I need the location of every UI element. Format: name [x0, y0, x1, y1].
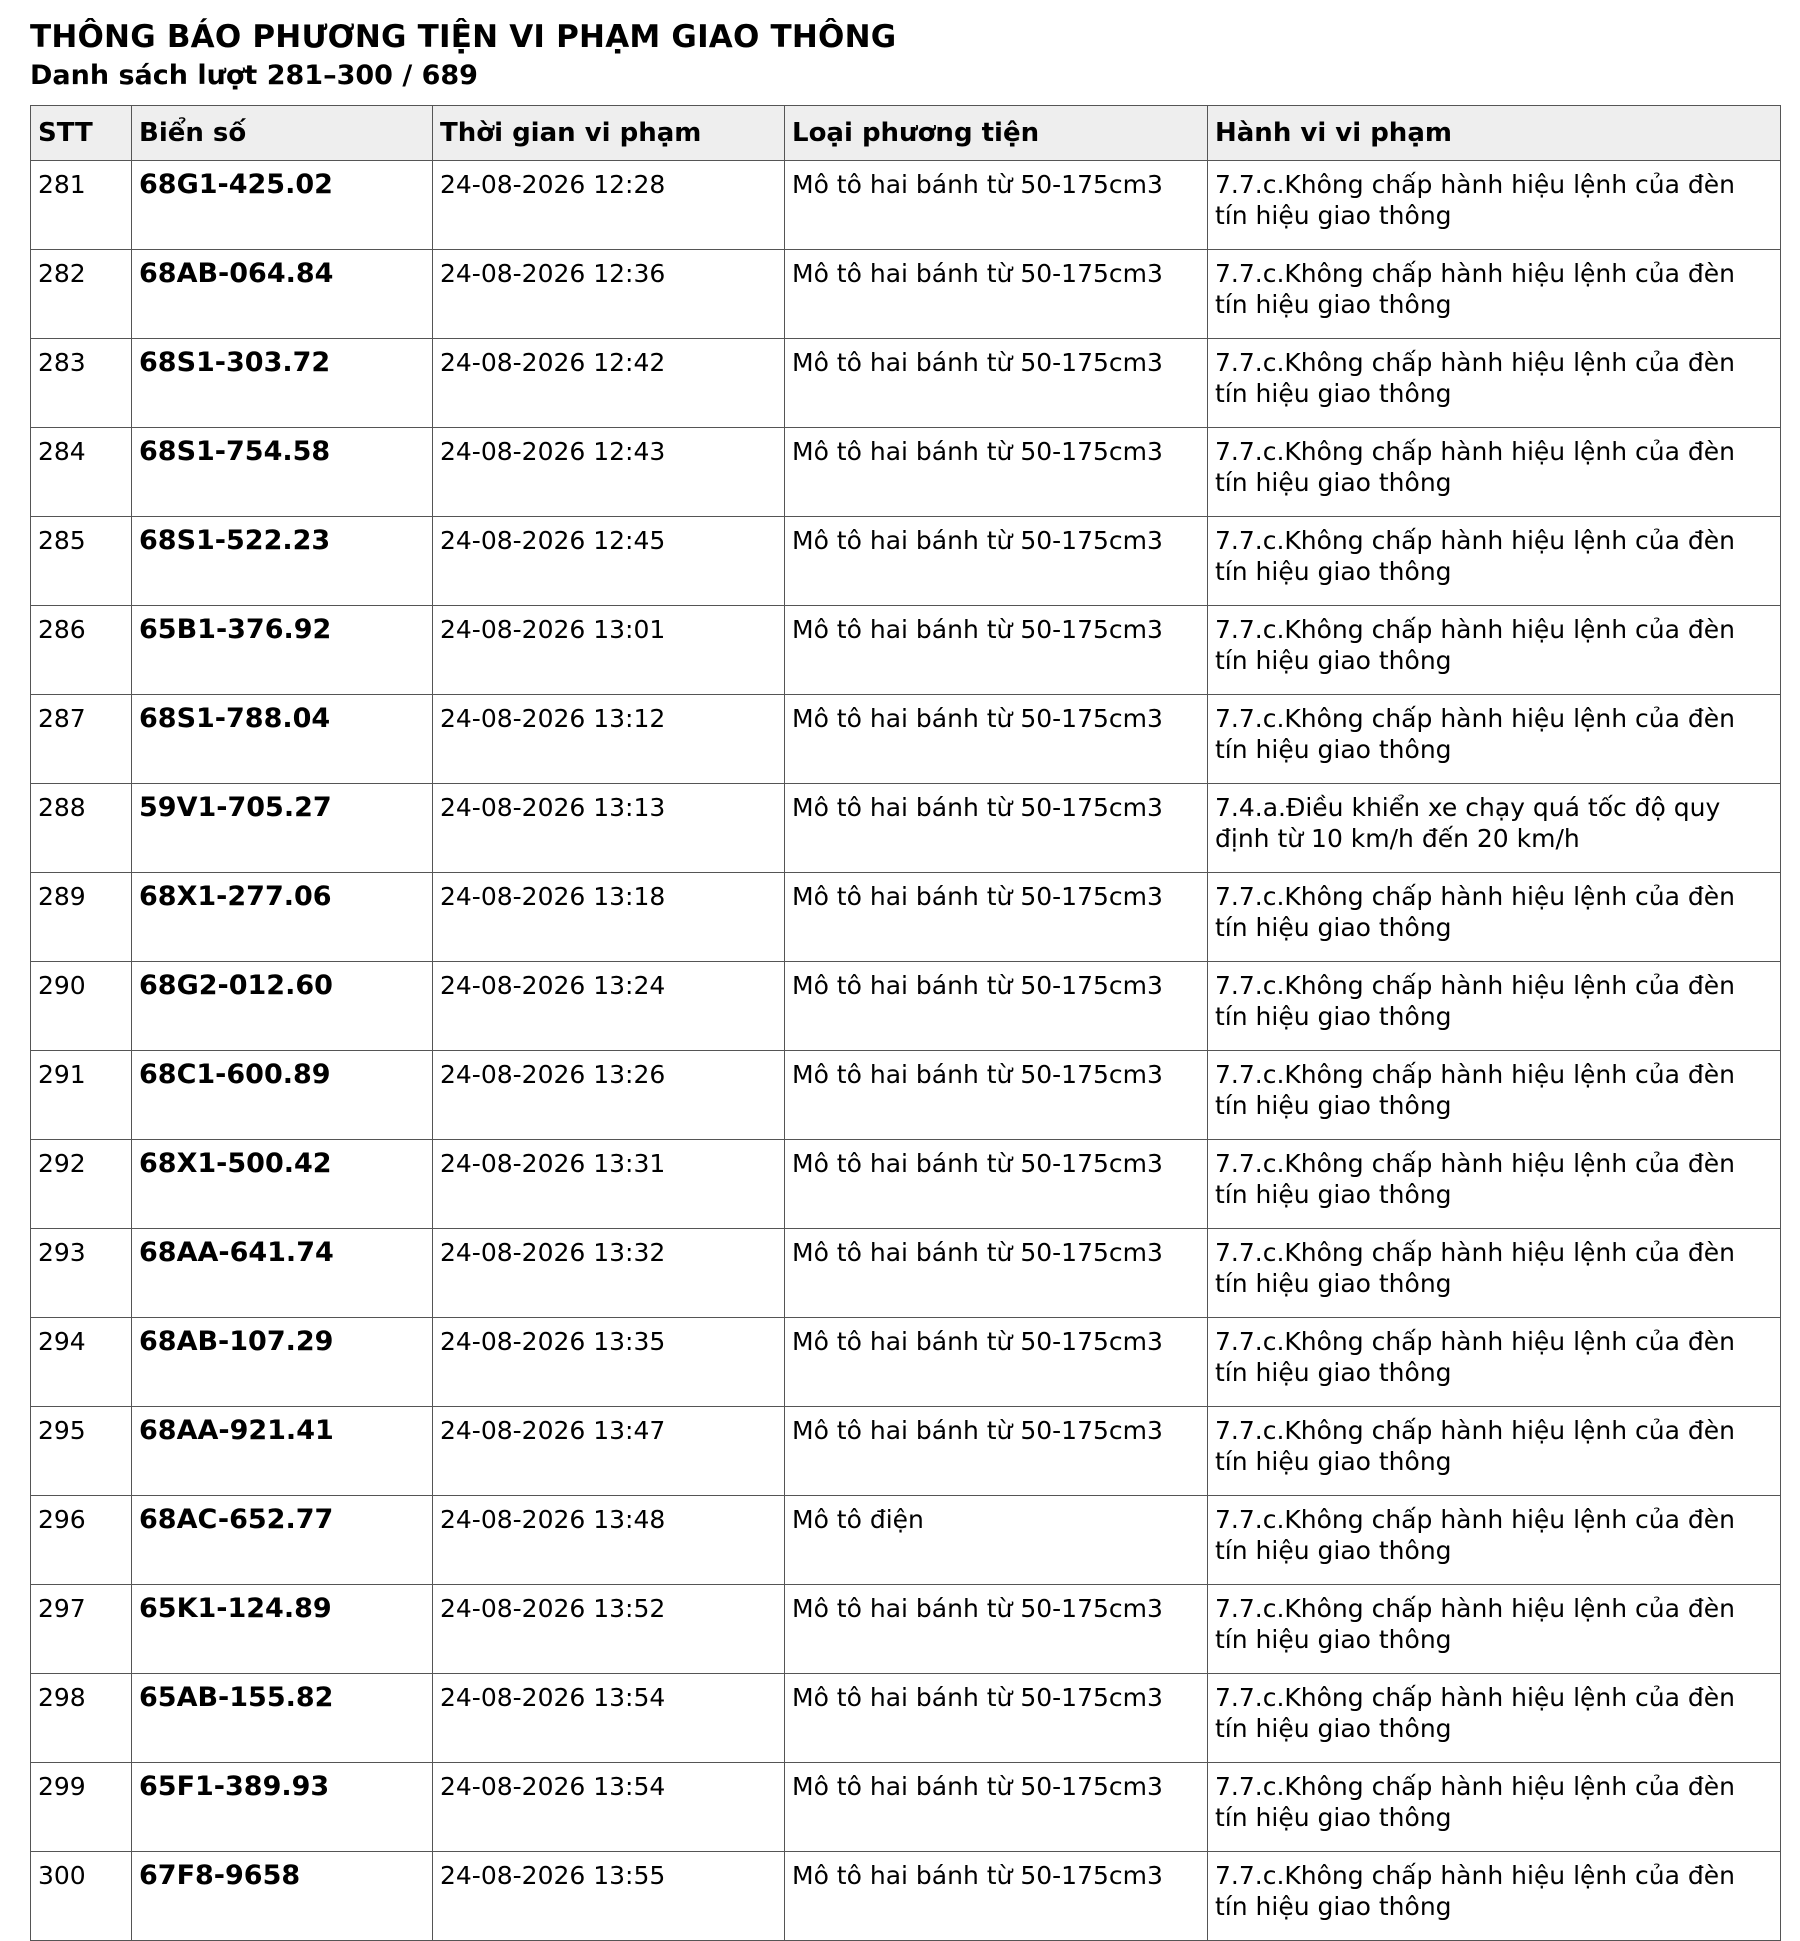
- cell-plate: 59V1-705.27: [132, 784, 433, 873]
- table-row: [31, 1140, 1781, 1229]
- cell-plate: 68S1-754.58: [132, 428, 433, 517]
- cell-stt: 297: [31, 1585, 132, 1674]
- cell-time: 24-08-2026 13:13: [433, 784, 785, 873]
- cell-time: 24-08-2026 13:24: [433, 962, 785, 1051]
- column-header-plate: Biển số: [132, 106, 433, 161]
- table-row: [31, 161, 1781, 250]
- cell-vehicle: Mô tô hai bánh từ 50-175cm3: [785, 1407, 1208, 1496]
- cell-violation: 7.7.c.Không chấp hành hiệu lệnh của đèn tín hiệu giao thông: [1208, 962, 1781, 1051]
- table-row: [31, 1763, 1781, 1852]
- cell-time: 24-08-2026 13:47: [433, 1407, 785, 1496]
- cell-violation: 7.7.c.Không chấp hành hiệu lệnh của đèn tín hiệu giao thông: [1208, 428, 1781, 517]
- table-row: [31, 517, 1781, 606]
- cell-plate: 67F8-9658: [132, 1852, 433, 1941]
- table-row: [31, 873, 1781, 962]
- cell-vehicle: Mô tô hai bánh từ 50-175cm3: [785, 606, 1208, 695]
- cell-violation: 7.7.c.Không chấp hành hiệu lệnh của đèn tín hiệu giao thông: [1208, 1585, 1781, 1674]
- cell-violation: 7.7.c.Không chấp hành hiệu lệnh của đèn tín hiệu giao thông: [1208, 1674, 1781, 1763]
- cell-vehicle: Mô tô hai bánh từ 50-175cm3: [785, 784, 1208, 873]
- cell-vehicle: Mô tô hai bánh từ 50-175cm3: [785, 1318, 1208, 1407]
- violations-table: [30, 105, 1781, 1941]
- cell-time: 24-08-2026 13:54: [433, 1763, 785, 1852]
- cell-stt: 291: [31, 1051, 132, 1140]
- header-row: [31, 106, 1781, 161]
- page-subtitle: Danh sách lượt 281–300 / 689: [30, 60, 478, 91]
- table-row: [31, 962, 1781, 1051]
- table-row: [31, 1051, 1781, 1140]
- cell-violation: 7.7.c.Không chấp hành hiệu lệnh của đèn tín hiệu giao thông: [1208, 339, 1781, 428]
- cell-stt: 289: [31, 873, 132, 962]
- table-row: [31, 1229, 1781, 1318]
- cell-plate: 65F1-389.93: [132, 1763, 433, 1852]
- table-row: [31, 1852, 1781, 1941]
- cell-violation: 7.7.c.Không chấp hành hiệu lệnh của đèn tín hiệu giao thông: [1208, 606, 1781, 695]
- cell-violation: 7.7.c.Không chấp hành hiệu lệnh của đèn tín hiệu giao thông: [1208, 1407, 1781, 1496]
- table-body: [31, 161, 1781, 1941]
- cell-time: 24-08-2026 13:48: [433, 1496, 785, 1585]
- cell-plate: 65K1-124.89: [132, 1585, 433, 1674]
- cell-violation: 7.7.c.Không chấp hành hiệu lệnh của đèn tín hiệu giao thông: [1208, 517, 1781, 606]
- cell-vehicle: Mô tô hai bánh từ 50-175cm3: [785, 695, 1208, 784]
- cell-violation: 7.7.c.Không chấp hành hiệu lệnh của đèn tín hiệu giao thông: [1208, 1852, 1781, 1941]
- cell-stt: 292: [31, 1140, 132, 1229]
- cell-violation: 7.7.c.Không chấp hành hiệu lệnh của đèn tín hiệu giao thông: [1208, 1140, 1781, 1229]
- cell-time: 24-08-2026 12:43: [433, 428, 785, 517]
- cell-stt: 296: [31, 1496, 132, 1585]
- cell-plate: 65B1-376.92: [132, 606, 433, 695]
- cell-stt: 295: [31, 1407, 132, 1496]
- cell-vehicle: Mô tô hai bánh từ 50-175cm3: [785, 1674, 1208, 1763]
- cell-plate: 68AC-652.77: [132, 1496, 433, 1585]
- table-row: [31, 1407, 1781, 1496]
- cell-stt: 294: [31, 1318, 132, 1407]
- column-header-violation: Hành vi vi phạm: [1208, 106, 1781, 161]
- cell-violation: 7.7.c.Không chấp hành hiệu lệnh của đèn tín hiệu giao thông: [1208, 1229, 1781, 1318]
- cell-stt: 290: [31, 962, 132, 1051]
- cell-stt: 281: [31, 161, 132, 250]
- column-header-stt: STT: [31, 106, 132, 161]
- table-row: [31, 695, 1781, 784]
- cell-violation: 7.7.c.Không chấp hành hiệu lệnh của đèn tín hiệu giao thông: [1208, 250, 1781, 339]
- cell-plate: 68S1-522.23: [132, 517, 433, 606]
- table-row: [31, 606, 1781, 695]
- cell-stt: 283: [31, 339, 132, 428]
- cell-violation: 7.7.c.Không chấp hành hiệu lệnh của đèn tín hiệu giao thông: [1208, 1318, 1781, 1407]
- cell-plate: 68X1-500.42: [132, 1140, 433, 1229]
- cell-time: 24-08-2026 12:42: [433, 339, 785, 428]
- cell-vehicle: Mô tô hai bánh từ 50-175cm3: [785, 1585, 1208, 1674]
- cell-time: 24-08-2026 12:28: [433, 161, 785, 250]
- table-row: [31, 339, 1781, 428]
- cell-stt: 284: [31, 428, 132, 517]
- cell-time: 24-08-2026 13:31: [433, 1140, 785, 1229]
- cell-violation: 7.7.c.Không chấp hành hiệu lệnh của đèn tín hiệu giao thông: [1208, 1051, 1781, 1140]
- cell-stt: 287: [31, 695, 132, 784]
- cell-time: 24-08-2026 13:18: [433, 873, 785, 962]
- cell-plate: 68G1-425.02: [132, 161, 433, 250]
- cell-plate: 68S1-303.72: [132, 339, 433, 428]
- cell-vehicle: Mô tô hai bánh từ 50-175cm3: [785, 1140, 1208, 1229]
- cell-violation: 7.7.c.Không chấp hành hiệu lệnh của đèn tín hiệu giao thông: [1208, 695, 1781, 784]
- cell-vehicle: Mô tô hai bánh từ 50-175cm3: [785, 250, 1208, 339]
- cell-violation: 7.7.c.Không chấp hành hiệu lệnh của đèn tín hiệu giao thông: [1208, 1496, 1781, 1585]
- table-row: [31, 250, 1781, 339]
- table-row: [31, 1674, 1781, 1763]
- cell-time: 24-08-2026 12:45: [433, 517, 785, 606]
- cell-stt: 299: [31, 1763, 132, 1852]
- cell-plate: 68G2-012.60: [132, 962, 433, 1051]
- column-header-time: Thời gian vi phạm: [433, 106, 785, 161]
- cell-vehicle: Mô tô hai bánh từ 50-175cm3: [785, 161, 1208, 250]
- cell-vehicle: Mô tô hai bánh từ 50-175cm3: [785, 339, 1208, 428]
- cell-plate: 68X1-277.06: [132, 873, 433, 962]
- cell-vehicle: Mô tô hai bánh từ 50-175cm3: [785, 873, 1208, 962]
- table-header: [31, 106, 1781, 161]
- table-row: [31, 1318, 1781, 1407]
- cell-plate: 68S1-788.04: [132, 695, 433, 784]
- table-row: [31, 1585, 1781, 1674]
- cell-time: 24-08-2026 13:52: [433, 1585, 785, 1674]
- cell-stt: 282: [31, 250, 132, 339]
- cell-time: 24-08-2026 13:12: [433, 695, 785, 784]
- cell-vehicle: Mô tô hai bánh từ 50-175cm3: [785, 1852, 1208, 1941]
- cell-vehicle: Mô tô hai bánh từ 50-175cm3: [785, 428, 1208, 517]
- cell-stt: 298: [31, 1674, 132, 1763]
- cell-time: 24-08-2026 13:26: [433, 1051, 785, 1140]
- cell-vehicle: Mô tô hai bánh từ 50-175cm3: [785, 517, 1208, 606]
- cell-violation: 7.7.c.Không chấp hành hiệu lệnh của đèn tín hiệu giao thông: [1208, 873, 1781, 962]
- cell-stt: 288: [31, 784, 132, 873]
- table-row: [31, 428, 1781, 517]
- column-header-vehicle: Loại phương tiện: [785, 106, 1208, 161]
- cell-plate: 68AB-107.29: [132, 1318, 433, 1407]
- cell-plate: 68AB-064.84: [132, 250, 433, 339]
- cell-plate: 68AA-641.74: [132, 1229, 433, 1318]
- table-row: [31, 1496, 1781, 1585]
- cell-plate: 65AB-155.82: [132, 1674, 433, 1763]
- cell-stt: 293: [31, 1229, 132, 1318]
- cell-stt: 300: [31, 1852, 132, 1941]
- cell-violation: 7.7.c.Không chấp hành hiệu lệnh của đèn tín hiệu giao thông: [1208, 161, 1781, 250]
- cell-vehicle: Mô tô hai bánh từ 50-175cm3: [785, 1229, 1208, 1318]
- cell-vehicle: Mô tô hai bánh từ 50-175cm3: [785, 1763, 1208, 1852]
- page-title: THÔNG BÁO PHƯƠNG TIỆN VI PHẠM GIAO THÔNG: [30, 19, 897, 55]
- cell-stt: 286: [31, 606, 132, 695]
- cell-violation: 7.4.a.Điều khiển xe chạy quá tốc độ quy định từ 10 km/h đến 20 km/h: [1208, 784, 1781, 873]
- cell-vehicle: Mô tô hai bánh từ 50-175cm3: [785, 962, 1208, 1051]
- cell-time: 24-08-2026 13:01: [433, 606, 785, 695]
- cell-violation: 7.7.c.Không chấp hành hiệu lệnh của đèn tín hiệu giao thông: [1208, 1763, 1781, 1852]
- cell-plate: 68C1-600.89: [132, 1051, 433, 1140]
- cell-vehicle: Mô tô hai bánh từ 50-175cm3: [785, 1051, 1208, 1140]
- cell-time: 24-08-2026 13:35: [433, 1318, 785, 1407]
- cell-plate: 68AA-921.41: [132, 1407, 433, 1496]
- cell-time: 24-08-2026 13:54: [433, 1674, 785, 1763]
- cell-stt: 285: [31, 517, 132, 606]
- cell-time: 24-08-2026 12:36: [433, 250, 785, 339]
- table-row: [31, 784, 1781, 873]
- cell-vehicle: Mô tô điện: [785, 1496, 1208, 1585]
- cell-time: 24-08-2026 13:32: [433, 1229, 785, 1318]
- cell-time: 24-08-2026 13:55: [433, 1852, 785, 1941]
